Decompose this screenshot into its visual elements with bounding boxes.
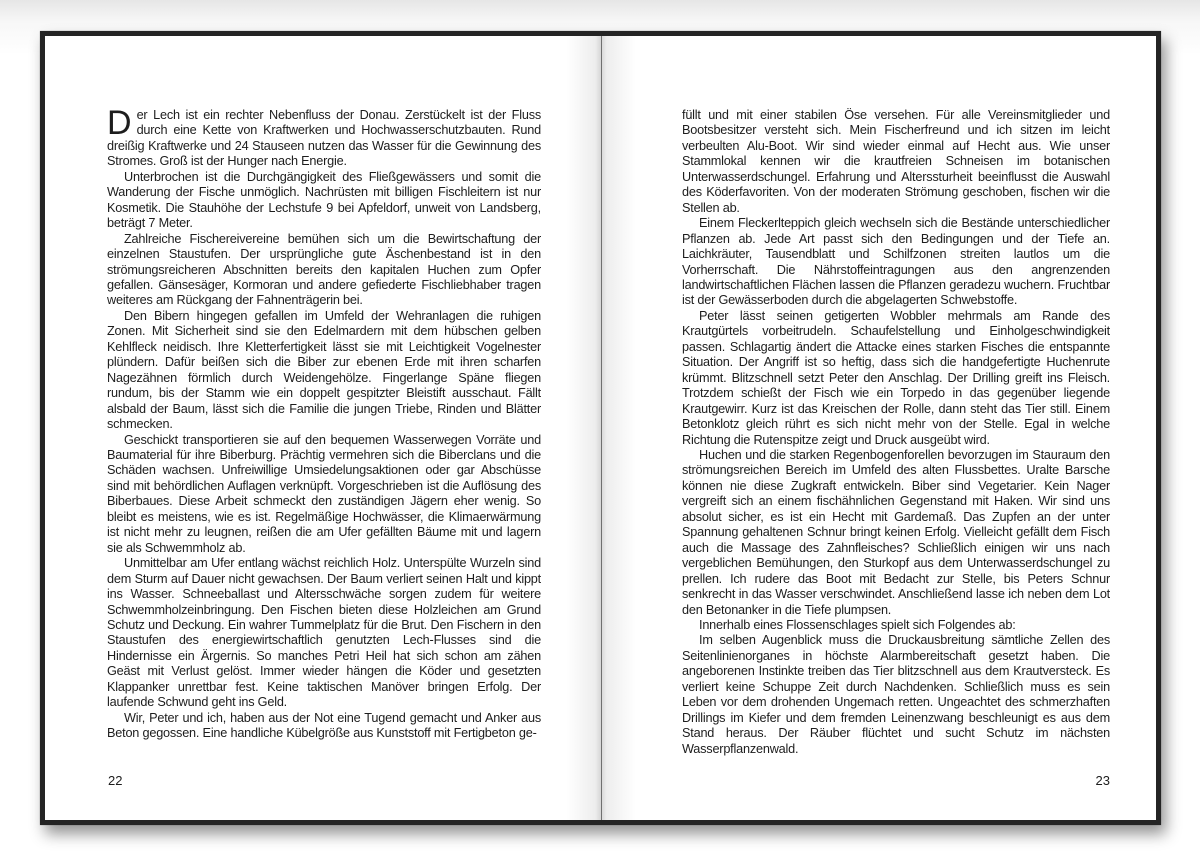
paragraph: Huchen und die starken Regenbogenforellen bevorzugen im Stauraum den strömungsreichen Bereich im Umfeld des alten Flussbettes. Uralte Barsche können nie diese Zugkraft entwickeln. Biber sind Vegetarier. Kein Nager vergreift sich an einem fischähnlichen Gegenstand mit Haken. Wir sind uns absolut sicher, es ist ein Hecht mit Gardemaß. Das Zupfen an der unter Spannung gehaltenen Schnur bringt keinen Erfolg. Vielleicht gefällt dem Fisch auch die Massage des Zahnfleisches? Schließlich einigen wir uns nach vergeblichen Bemühungen, den Sturkopf aus dem Unterwasserdschungel zu prellen. Ich rudere das Boot mit Bedacht zur Stelle, bis Peters Schnur senkrecht in das Wasser verschwindet. Anschließend lasse ich neben dem Lot den Betonanker in die Tiefe plumpsen. xyxy=(682,447,1110,617)
paragraph: Zahlreiche Fischereivereine bemühen sich um die Bewirtschaftung der einzelnen Staustufen. Der ursprüngliche gute Äschenbestand ist in den strömungsreicheren Abschnitten bereits den kapitalen Huchen zum Opfer gefallen. Gänsesäger, Kormoran und andere gefiederte Fischliebhaber tragen weiteres am Rückgang der Fahnenträgerin bei. xyxy=(107,231,541,308)
right-page-text-column xyxy=(682,108,1110,780)
book-spread xyxy=(40,31,1161,825)
gutter-line xyxy=(601,36,602,820)
paragraph: Innerhalb eines Flossenschlages spielt sich Folgendes ab: xyxy=(699,617,1016,632)
paragraph: Peter lässt seinen getigerten Wobbler mehrmals am Rande des Krautgürtels vorbeitrudeln. Schaufelstellung und Einholgeschwindigkeit passen. Schlagartig ändert die Attacke eines starken Fisches die entspannte Situation. Der Angriff ist so heftig, dass sich die handgefertigte Huchenrute krümmt. Blitzschnell setzt Peter den Anschlag. Der Drilling greift ins Fleisch. Trotzdem schießt der Fisch wie ein Torpedo in das gegenüber liegende Krautgewirr. Kurz ist das Kreischen der Rolle, dann steht das Tier still. Einem Betonklotz gleich rührt es sich nicht mehr von der Stelle. Egal in welche Richtung die Rutenspitze zeigt und Druck ausgeübt wird. xyxy=(682,308,1110,447)
paragraph: Geschickt transportieren sie auf den bequemen Wasserwegen Vorräte und Baumaterial für ihre Biberburg. Prächtig vermehren sich die Biberclans und die Schäden wachsen. Unfreiwillige Umsiedelungsaktionen oder gar Abschüsse sind mit behördlichen Auflagen verknüpft. Vorgeschrieben ist die Auflösung des Biberbaues. Diese Arbeit schmeckt den zuständigen Jägern eher wenig. So bleibt es meistens, wie es ist. Regelmäßige Hochwässer, die Klimaerwärmung ist nicht mehr zu leugnen, reißen die am Ufer gefällten Bäume mit und lagern sie als Schwemmholz ab. xyxy=(107,432,541,555)
paragraph: Einem Fleckerlteppich gleich wechseln sich die Bestände unterschiedlicher Pflanzen ab. Jede Art passt sich den Bedingungen und der Tiefe an. Laichkräuter, Tausendblatt und Schilfzonen streiten lautlos um die Vorherrschaft. Die Nährstoffeintragungen aus den angrenzenden landwirtschaftlichen Flächen lassen die Pflanzen geradezu wuchern. Fruchtbar ist der Gewässerboden durch die abgelagerten Schwebstoffe. xyxy=(682,216,1110,308)
paragraph: Unterbrochen ist die Durchgängigkeit des Fließgewässers und somit die Wanderung der Fische unmöglich. Nachrüsten mit billigen Fischleitern ist nur Kosmetik. Die Stauhöhe der Lechstufe 9 bei Apfeldorf, unweit von Landsberg, beträgt 7 Meter. xyxy=(107,169,541,231)
paragraph: Unmittelbar am Ufer entlang wächst reichlich Holz. Unterspülte Wurzeln sind dem Sturm auf Dauer nicht gewachsen. Der Baum verliert seinen Halt und kippt ins Wasser. Schneeballast und Altersschwäche sorgen zudem für weitere Schwemmholzeinbringung. Den Fischen bieten diese Holzleichen am Grund Schutz und Deckung. Ein wahrer Tummelplatz für die Brut. Den Fischern in den Staustufen des energiewirtschaftlich genutzten Lech-Flusses sind die Hindernisse ein Ärgernis. So manches Petri Heil hat sich schon am zähen Geäst mit Verlust gelöst. Immer wieder hängen die Köder und gesetzten Klappanker unrettbar fest. Keine taktischen Manöver bringen Erfolg. Der laufende Schwund geht ins Geld. xyxy=(107,556,541,710)
left-page-text-column xyxy=(107,108,541,780)
right-page-number: 23 xyxy=(1095,773,1110,788)
paragraph: Den Bibern hingegen gefallen im Umfeld der Wehranlagen die ruhigen Zonen. Mit Sicherheit sind sie den Edelmardern mit dem hübschen gelben Kehlfleck neidisch. Ihre Kletterfertigkeit lässt sie mit Leichtigkeit Vogelnester plündern. Dafür beißen sich die Biber zur ebenen Erde mit ihren scharfen Nagezähnen förmlich durch Weidengehölze. Fingerlange Späne fliegen rundum, bis der Stamm wie ein doppelt gespitzter Bleistift ausschaut. Fällt alsbald der Baum, lässt sich die Familie die jungen Triebe, Rinden und Blätter schmecken. xyxy=(107,308,541,432)
left-page-number: 22 xyxy=(108,773,123,788)
drop-cap: D xyxy=(107,108,132,142)
paragraph: füllt und mit einer stabilen Öse versehen. Für alle Vereinsmitglieder und Bootsbesitzer versteht sich. Mein Fischerfreund und ich sitzen im leicht verbeulten Alu-Boot. Wir sind wieder einmal auf Hecht aus. Wie unser Stammlokal kennen wir die krautfreien Schneisen im botanischen Unterwasserdschungel. Erfahrung und Alterssturheit beeinflusst die Auswahl des Köderfavoriten. Von der moderaten Strömung geschoben, fischen wir die Stellen ab. xyxy=(682,108,1110,215)
paragraph: Der Lech ist ein rechter Nebenfluss der Donau. Zerstückelt ist der Fluss durch eine Kette von Kraftwerken und Hochwasserschutzbauten. Rund dreißig Kraftwerke und 24 Stauseen nutzen das Wasser für die Gewinnung des Stromes. Groß ist der Hunger nach Energie. xyxy=(107,108,541,169)
paragraph: Wir, Peter und ich, haben aus der Not eine Tugend gemacht und Anker aus Beton gegossen. Eine handliche Kübelgröße aus Kunststoff mit Fertigbeton ge- xyxy=(107,710,541,741)
paragraph: Im selben Augenblick muss die Druckausbreitung sämtliche Zellen des Seitenlinienorganes in höchste Alarmbereitschaft gesetzt haben. Die angeborenen Instinkte treiben das Tier blitzschnell aus dem Krautversteck. Es verliert keine Schuppe Zeit durch Nachdenken. Schließlich muss es sein Leben vor dem drohenden Ungemach retten. Ungeachtet des schmerzhaften Drillings im Kiefer und dem fremden Leinenzwang beschleunigt es aus dem Stand heraus. Der Räuber flüchtet und sucht Schutz im nächsten Wasserpflanzenwald. xyxy=(682,633,1110,756)
